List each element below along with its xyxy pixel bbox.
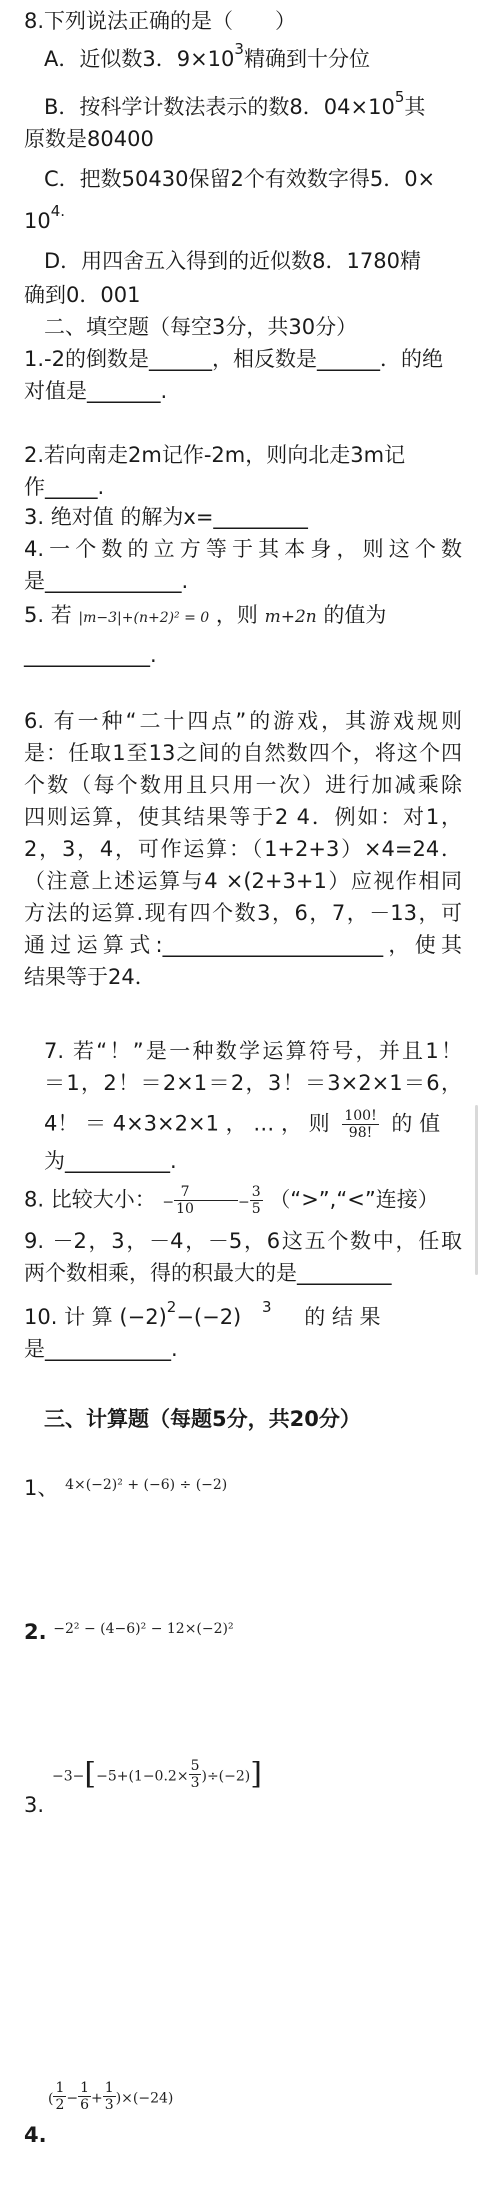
fill-q5-cont: ____________. [24,643,157,667]
fill-q6-l7: 方法的运算.现有四个数3，6，7，－13，可 [24,901,462,925]
calc-q3-expr: −3−[−5+(1−0.2× $\frac{5}{3}$ )÷(−2)] [52,1756,262,1792]
fill-q10-cont: 是____________. [24,1337,178,1361]
section-2-title: 二、填空题（每空3分，共30分） [44,315,358,339]
fill-q6-l3: 个数（每个数用且只用一次）进行加减乘除 [24,773,462,797]
fill-q8: 8. 比较大小： − $\frac{7}{10}$ − $\frac{3}{5}$ （“>”,“<”连接） [24,1184,439,1217]
fill-q6-l5: 2，3，4，可作运算：（1+2+3）×4=24． [24,837,462,861]
fill-q6-l2: 是：任取1至13之间的自然数四个，将这个四 [24,741,462,765]
option-b-cont: 原数是80400 [24,127,154,151]
option-c: C．把数50430保留2个有效数字得5．0× [44,167,436,191]
fill-q7-l1: 7. 若“！”是一种数学运算符号，并且1！ [44,1039,462,1063]
fill-q6-l8: 通过运算式:_____________________，使其 [24,933,462,957]
fill-q3: 3. 绝对值 的解为x=_________ [24,505,308,529]
option-d-cont: 确到0．001 [24,283,141,307]
fill-q7-l3: 4！ ＝ 4×3×2×1 ， … ， 则 $\frac{100!}{98!}$ 的 值 [44,1108,441,1141]
option-c-cont: $10^{4.}$ [24,202,66,233]
fill-q1: 1.-2的倒数是______，相反数是______．的绝 [24,347,443,371]
fill-q9: 9. －2，3，－4，－5，6这五个数中，任取 [24,1229,462,1253]
calc-q1: 1、 $^{4\times(-2)^2 + (-6) \div (-2)}$ [24,1476,228,1500]
fill-q4-cont: 是_____________. [24,569,189,593]
fill-q10: 10. 计 算 $(-2)^2-(-2)$ $^3$ 的 结 果 [24,1298,381,1329]
scrollbar[interactable] [475,1105,478,1275]
fill-q6-l6: （注意上述运算与4 ×(2+3+1）应视作相同 [24,869,462,893]
question-8-stem: 8.下列说法正确的是（ ） [24,9,297,33]
calc-q3: 3. [24,1793,45,1817]
calc-q4: 4. [24,2123,47,2147]
calc-q2: 2. $^{-2^2 - (4-6)^2 - 12\times(-2)^2}$ [24,1620,234,1644]
fill-q7-l2: ＝1，2！＝2×1＝2，3！＝3×2×1＝6， [44,1071,462,1095]
fill-q4: 4.一个数的立方等于其本身，则这个数 [24,537,462,561]
fill-q1-cont: 对值是_______. [24,379,168,403]
q5-equation: |m−3|+(n+2)² = 0 [78,610,210,626]
fill-q9-cont: 两个数相乘，得的积最大的是_________ [24,1261,392,1285]
q8-fraction-1: $\frac{7}{10}$ [176,1184,194,1217]
fill-q6-l9: 结果等于24． [24,965,156,989]
q8-fraction-2: $\frac{3}{5}$ [251,1184,261,1217]
fill-q2-cont: 作_____. [24,475,105,499]
q7-fraction: $\frac{100!}{98!}$ [344,1108,377,1141]
section-3-title: 三、计算题（每题5分，共20分） [44,1407,361,1431]
fill-q6-l4: 四则运算，使其结果等于2 4．例如：对1， [24,805,462,829]
fill-q5: 5. 若 |m−3|+(n+2)² = 0 ，则 m+2n 的值为 [24,603,387,627]
fill-q7-cont: 为__________. [44,1149,177,1173]
option-a: A．近似数3．$9\times 10^3$精确到十分位 [44,40,370,71]
option-d: D．用四舍五入得到的近似数8．1780精 [44,249,421,273]
fill-q6-l1: 6. 有一种“二十四点”的游戏，其游戏规则 [24,709,462,733]
fill-q2: 2.若向南走2m记作-2m，则向北走3m记 [24,443,406,467]
option-b: B．按科学计数法表示的数8．$04\times 10^5$其 [44,88,426,119]
calc-q4-expr: ( $\frac{1}{2}$ − $\frac{1}{6}$ + $\frac{1}{3}$ )×(−24) [48,2080,174,2113]
